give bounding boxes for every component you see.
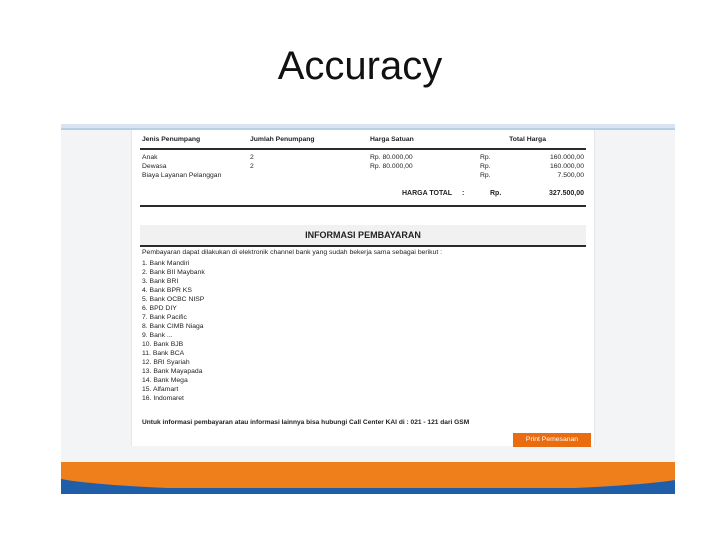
bank-list-item: 15. Alfamart — [142, 386, 179, 393]
table-row — [140, 172, 586, 181]
bank-list-item: 7. Bank Pacific — [142, 314, 187, 321]
table-row — [140, 154, 586, 163]
row-currency: Rp. — [480, 154, 491, 161]
grand-total-currency: Rp. — [490, 190, 502, 197]
footer-wave-bottom — [61, 488, 675, 494]
header-passenger-count: Jumlah Penumpang — [250, 136, 315, 143]
bank-list-item: 8. Bank CIMB Niaga — [142, 323, 204, 330]
row-total: 7.500,00 — [557, 172, 584, 179]
print-booking-button[interactable]: Print Pemesanan — [513, 433, 591, 447]
bank-list-item: 1. Bank Mandiri — [142, 260, 190, 267]
bank-list-item: 4. Bank BPR KS — [142, 287, 192, 294]
call-center-note: Untuk informasi pembayaran atau informasi lainnya bisa hubungi Call Center KAI di : 021 - 121 dari GSM — [142, 419, 470, 426]
grand-total-label: HARGA TOTAL — [402, 190, 453, 197]
bank-list-item: 13. Bank Mayapada — [142, 368, 203, 375]
bank-list-item: 9. Bank ... — [142, 332, 173, 339]
row-count: 2 — [250, 154, 254, 161]
bank-list-item: 10. Bank BJB — [142, 341, 184, 348]
payment-intro: Pembayaran dapat dilakukan di elektronik channel bank yang sudah bekerja sama sebagai berikut : — [142, 249, 443, 256]
slide-title: Accuracy — [277, 44, 443, 88]
bank-list-item: 6. BPD DIY — [142, 305, 177, 312]
row-type: Dewasa — [142, 163, 167, 170]
header-total-price: Total Harga — [509, 136, 546, 143]
payment-info — [142, 249, 582, 403]
bank-list-item: 3. Bank BRI — [142, 278, 179, 285]
screenshot-frame — [61, 124, 675, 494]
price-table — [140, 136, 586, 207]
payment-section-title: INFORMASI PEMBAYARAN — [140, 225, 586, 247]
row-total: 160.000,00 — [549, 154, 584, 161]
grand-total-amount: 327.500,00 — [548, 190, 584, 197]
row-currency: Rp. — [480, 163, 491, 170]
bank-list-item: 16. Indomaret — [142, 395, 184, 402]
bank-list-item: 5. Bank OCBC NISP — [142, 296, 205, 303]
bank-list-item: 12. BRI Syariah — [142, 359, 190, 366]
booking-panel — [131, 130, 595, 446]
header-unit-price: Harga Satuan — [370, 136, 414, 143]
row-type: Anak — [142, 154, 158, 161]
bank-list-item: 11. Bank BCA — [142, 350, 185, 357]
row-total: 160.000,00 — [549, 163, 584, 170]
row-currency: Rp. — [480, 172, 491, 179]
row-count: 2 — [250, 163, 254, 170]
row-unit-price: Rp. 80.000,00 — [370, 154, 413, 161]
header-passenger-type: Jenis Penumpang — [142, 136, 201, 143]
row-unit-price: Rp. 80.000,00 — [370, 163, 413, 170]
bank-list-item: 2. Bank BII Maybank — [142, 269, 205, 276]
table-row — [140, 163, 586, 172]
price-table-header — [140, 136, 586, 150]
bank-list-item: 14. Bank Mega — [142, 377, 188, 384]
grand-total-row — [140, 187, 586, 207]
grand-total-colon: : — [462, 190, 465, 197]
row-type: Biaya Layanan Pelanggan — [142, 172, 222, 179]
